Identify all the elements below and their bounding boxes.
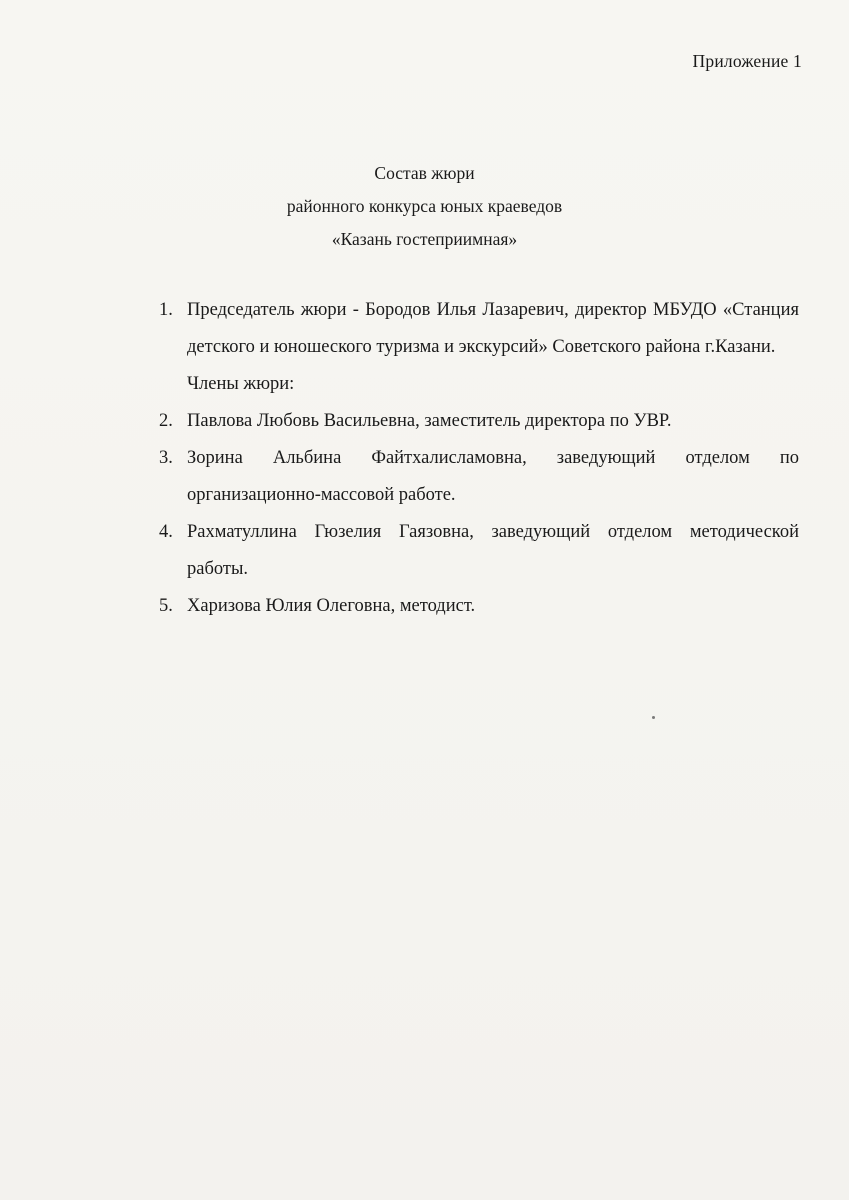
item-number: 2. (159, 411, 173, 431)
item-text: Зорина Альбина Файтхалисламовна, заведующий отделом по организационно-массовой работе. (187, 448, 799, 505)
item-text: Рахматуллина Гюзелия Гаязовна, заведующий отделом методической работы. (187, 522, 799, 579)
item-text: Павлова Любовь Васильевна, заместитель директора по УВР. (187, 411, 672, 431)
jury-item-chair (159, 292, 799, 366)
item-number: 5. (159, 596, 173, 616)
jury-item-member (159, 514, 799, 588)
title-line-1: Состав жюри (374, 163, 475, 183)
scan-speck (652, 716, 655, 719)
item-number: 4. (159, 522, 173, 542)
jury-item-member (159, 440, 799, 514)
jury-item-member (159, 403, 799, 440)
annex-label: Приложение 1 (692, 51, 802, 71)
item-text: Председатель жюри - Бородов Илья Лазаревич, директор МБУДО «Станция детского и юношеского туризма и экскурсий» Советского района г.Казани. (187, 300, 799, 357)
item-number: 3. (159, 448, 173, 468)
jury-item-member (159, 588, 799, 625)
jury-list (159, 292, 799, 625)
item-text: Харизова Юлия Олеговна, методист. (187, 596, 476, 616)
members-label: Члены жюри: (187, 374, 295, 394)
item-number: 1. (159, 300, 173, 320)
title-line-2: районного конкурса юных краеведов (286, 196, 563, 216)
title-line-3: «Казань гостеприимная» (331, 229, 518, 249)
document-title (0, 157, 849, 256)
